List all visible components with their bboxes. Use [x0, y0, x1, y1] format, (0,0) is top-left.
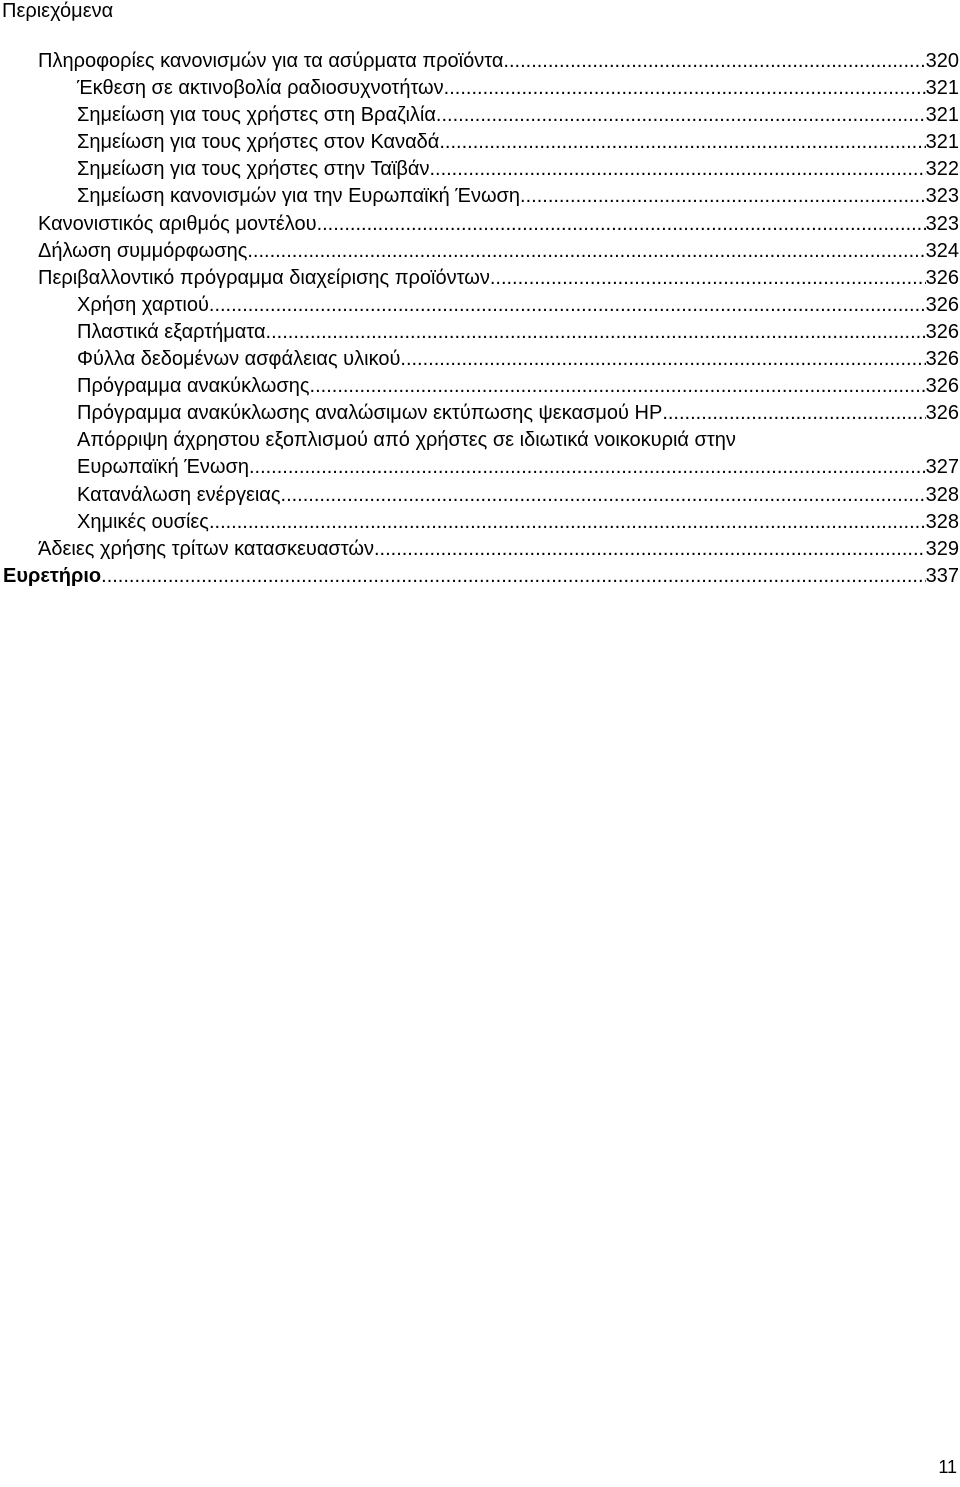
toc-entry-title: Πληροφορίες κανονισμών για τα ασύρματα προϊόντα	[38, 50, 504, 72]
toc-entry-page: 327	[925, 456, 959, 479]
toc-leader-dots	[490, 265, 926, 292]
toc-leader-dots	[503, 48, 925, 75]
toc-entry-page: 323	[925, 212, 959, 235]
toc-entry[interactable]	[0, 156, 960, 183]
toc-entry-page: 321	[925, 77, 959, 100]
toc-entry[interactable]	[0, 129, 960, 156]
toc-entry[interactable]	[0, 292, 960, 319]
toc-entry-title: Σημείωση κανονισμών για την Ευρωπαϊκή Ένωση	[77, 185, 521, 208]
toc-entry-page: 322	[925, 158, 959, 181]
toc-entry-page: 320	[925, 50, 959, 72]
toc-leader-dots	[374, 536, 926, 563]
toc-entry-page: 328	[925, 483, 959, 506]
toc-leader-dots	[429, 156, 925, 183]
toc-entry-page: 329	[925, 537, 959, 560]
toc-entry-title: Απόρριψη άχρηστου εξοπλισμού από χρήστες σε ιδιωτικά νοικοκυριά στην	[77, 429, 736, 452]
toc-entry-page: 324	[925, 239, 959, 262]
toc-entry[interactable]	[0, 238, 960, 265]
toc-entry[interactable]	[0, 319, 960, 346]
toc-leader-dots	[662, 400, 925, 427]
toc-entry-page: 326	[925, 348, 959, 371]
toc-entry-title: Δήλωση συμμόρφωσης	[38, 239, 248, 262]
toc-entry-page: 328	[925, 510, 959, 533]
toc-entry[interactable]	[0, 400, 960, 427]
toc-entry[interactable]	[0, 509, 960, 536]
toc-entry-page: 326	[925, 402, 959, 425]
toc-leader-dots	[249, 454, 926, 481]
toc-entry-page: 326	[925, 266, 959, 289]
toc-entry-page: 323	[925, 185, 959, 208]
toc-entry-title: Πρόγραμμα ανακύκλωσης αναλώσιμων εκτύπωσης ψεκασμού HP	[77, 402, 663, 425]
toc-leader-dots	[317, 211, 926, 238]
toc-entry-title: Κατανάλωση ενέργειας	[77, 483, 281, 506]
toc-entry-title: Κανονιστικός αριθμός μοντέλου	[38, 212, 317, 235]
toc-entry-title: Σημείωση για τους χρήστες στη Βραζιλία	[77, 104, 436, 127]
toc-leader-dots	[266, 319, 926, 346]
toc-leader-dots	[281, 482, 926, 509]
toc-entry[interactable]	[0, 427, 960, 481]
toc-leader-dots	[101, 563, 925, 590]
toc-entry-page: 337	[925, 564, 959, 587]
toc-entry-title: Χρήση χαρτιού	[77, 293, 209, 316]
toc-entry-page: 321	[925, 104, 959, 127]
toc-leader-dots	[436, 102, 926, 129]
toc-entry-title: Έκθεση σε ακτινοβολία ραδιοσυχνοτήτων	[77, 77, 444, 100]
toc-leader-dots	[400, 346, 925, 373]
page-header-title: Περιεχόμενα	[2, 0, 114, 22]
toc-entry-title: Φύλλα δεδομένων ασφάλειας υλικού	[77, 348, 401, 371]
toc-entry-title: Πλαστικά εξαρτήματα	[77, 320, 266, 343]
toc-entry-title: Σημείωση για τους χρήστες στην Ταϊβάν	[77, 158, 430, 181]
toc-entry-page: 326	[925, 375, 959, 398]
toc-entry-title: Ευρετήριο	[3, 564, 102, 587]
toc-leader-dots	[209, 509, 926, 536]
toc-entry-title: Άδειες χρήσης τρίτων κατασκευαστών	[38, 537, 374, 560]
toc-leader-dots	[444, 75, 926, 102]
toc-entry[interactable]	[0, 75, 960, 102]
toc-leader-dots	[439, 129, 925, 156]
toc-entry-title-continued: Ευρωπαϊκή Ένωση	[77, 456, 249, 479]
toc-entry[interactable]	[0, 211, 960, 238]
toc-entry[interactable]	[0, 48, 960, 75]
toc-leader-dots	[209, 292, 926, 319]
toc-leader-dots	[247, 238, 925, 265]
toc-entry-title: Πρόγραμμα ανακύκλωσης	[77, 375, 310, 398]
toc-entry[interactable]	[0, 183, 960, 210]
toc-entry-page: 326	[925, 320, 959, 343]
toc-entry-title: Περιβαλλοντικό πρόγραμμα διαχείρισης προϊόντων	[38, 266, 490, 289]
toc-leader-dots	[520, 183, 926, 210]
table-of-contents	[0, 48, 960, 590]
toc-entry[interactable]	[0, 536, 960, 563]
toc-entry-index[interactable]	[0, 563, 960, 590]
page-number: 11	[938, 1457, 957, 1477]
toc-entry[interactable]	[0, 102, 960, 129]
toc-entry-title: Χημικές ουσίες	[77, 510, 209, 533]
toc-entry[interactable]	[0, 373, 960, 400]
toc-leader-dots	[310, 373, 926, 400]
toc-entry[interactable]	[0, 346, 960, 373]
toc-entry[interactable]	[0, 265, 960, 292]
toc-entry-page: 326	[925, 293, 959, 316]
toc-entry-title: Σημείωση για τους χρήστες στον Καναδά	[77, 131, 440, 154]
toc-entry[interactable]	[0, 482, 960, 509]
toc-entry-page: 321	[925, 131, 959, 154]
